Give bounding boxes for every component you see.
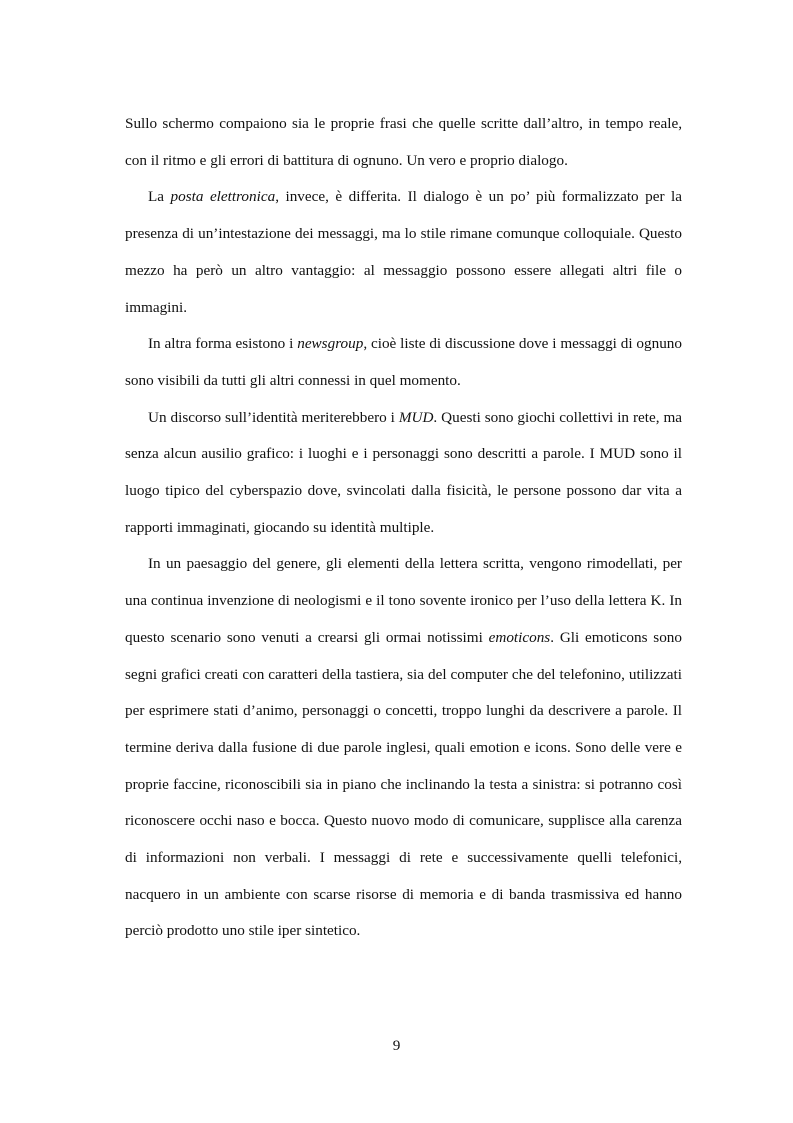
- paragraph-text: , cioè liste di discussione dove i messaggi di ognuno sono visibili da tutti gli altri connessi in quel momento.: [125, 335, 682, 389]
- paragraph-text: , invece, è differita. Il dialogo è un po’ più formalizzato per la presenza di un’intestazione dei messaggi, ma lo stile rimane comunque colloquiale. Questo mezzo ha però un altro vantaggio: al messaggio possono essere allegati altri file o immagini.: [125, 188, 682, 316]
- paragraph-text: In un paesaggio del genere, gli elementi della lettera scritta, vengono rimodellati, per una continua invenzione di neologismi e il tono sovente ironico per l’uso della lettera K. In questo scenario sono venuti a crearsi gli ormai notissimi: [125, 555, 682, 646]
- paragraph-text: In altra forma esistono i: [148, 335, 298, 353]
- paragraph-text: La: [148, 188, 171, 206]
- body-text: [125, 106, 682, 950]
- paragraph-text: . Questi sono giochi collettivi in rete, ma senza alcun ausilio grafico: i luoghi e i personaggi sono descritti a parole. I MUD sono il luogo tipico del cyberspazio dove, svincolati dalla fisicità, le persone possono dar vita a rapporti immaginati, giocando su identità multiple.: [125, 408, 683, 536]
- italic-term: newsgroup: [297, 335, 364, 353]
- paragraph: [125, 400, 682, 547]
- paragraph: [125, 546, 682, 950]
- page-number: 9: [392, 1037, 401, 1054]
- italic-term: posta elettronica: [170, 188, 276, 206]
- paragraph-text: . Gli emoticons sono segni grafici creati con caratteri della tastiera, sia del computer che del telefonino, utilizzati per esprimere stati d’animo, personaggi o concetti, troppo lunghi da descrivere a parole. Il termine deriva dalla fusione di due parole inglesi, quali emotion e icons. Sono delle vere e proprie faccine, riconoscibili sia in piano che inclinando la testa a sinistra: si potranno così riconoscere occhi naso e bocca. Questo nuovo modo di comunicare, supplisce alla carenza di informazioni non verbali. I messaggi di rete e successivamente quelli telefonici, nacquero in un ambiente con scarse risorse di memoria e di banda trasmissiva ed hanno perciò prodotto uno stile iper sintetico.: [125, 628, 682, 940]
- paragraph-text: Sullo schermo compaiono sia le proprie frasi che quelle scritte dall’altro, in tempo reale, con il ritmo e gli errori di battitura di ognuno. Un vero e proprio dialogo.: [125, 115, 682, 169]
- italic-term: MUD: [398, 408, 434, 426]
- paragraph: [125, 106, 682, 179]
- paragraph-text: Un discorso sull’identità meriterebbero i: [148, 408, 399, 426]
- paragraph: [125, 326, 682, 399]
- paragraph: [125, 179, 682, 326]
- italic-term: emoticons: [488, 628, 551, 646]
